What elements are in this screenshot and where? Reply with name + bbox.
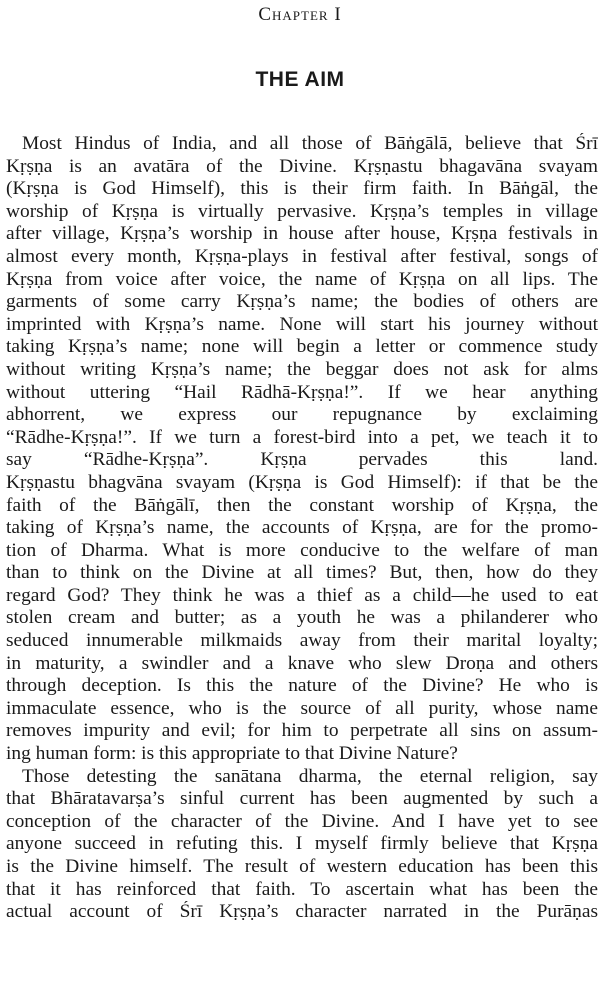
text-line: taking Kṛṣṇa’s name; none will begin a letter or commence study <box>6 336 598 358</box>
text-line: removes impurity and evil; for him to perpetrate all sins on assum- <box>6 720 598 742</box>
text-line: Kṛṣṇa is an avatāra of the Divine. Kṛṣṇastu bhagavāna svayam <box>6 155 598 177</box>
text-line: Kṛṣṇastu bhagvāna svayam (Kṛṣṇa is God Himself): if that be the <box>6 471 598 493</box>
text-line: immaculate essence, who is the source of all purity, whose name <box>6 697 598 719</box>
text-line: actual account of Śrī Kṛṣṇa’s character narrated in the Purāṇas <box>6 901 598 923</box>
text-line: Most Hindus of India, and all those of Bāṅgālā, believe that Śrī <box>22 133 598 154</box>
text-line: say “Rādhe-Kṛṣṇa”. Kṛṣṇa pervades this land. <box>6 449 598 471</box>
text-line: almost every month, Kṛṣṇa-plays in festival after festival, songs of <box>6 245 598 267</box>
text-line: without uttering “Hail Rādhā-Kṛṣṇa!”. If we hear anything <box>6 381 598 403</box>
text-line: garments of some carry Kṛṣṇa’s name; the bodies of others are <box>6 291 598 313</box>
chapter-title: THE AIM <box>255 68 345 91</box>
text-line: seduced innumerable milkmaids away from their marital loyalty; <box>6 630 598 652</box>
text-line: regard God? They think he was a thief as a child—he used to eat <box>6 584 598 606</box>
text-line: taking of Kṛṣṇa’s name, the accounts of Kṛṣṇa, are for the promo- <box>6 517 598 539</box>
text-line: after village, Kṛṣṇa’s worship in house after house, Kṛṣṇa festivals in <box>6 223 598 245</box>
text-line: than to think on the Divine at all times? But, then, how do they <box>6 562 598 584</box>
paragraph-2 <box>6 766 598 924</box>
text-line: tion of Dharma. What is more conducive to the welfare of man <box>6 539 598 561</box>
text-line: “Rādhe-Kṛṣṇa!”. If we turn a forest-bird into a pet, we teach it to <box>6 426 598 448</box>
text-line: abhorrent, we express our repugnance by exclaiming <box>6 404 598 426</box>
text-line: without writing Kṛṣṇa’s name; the beggar does not ask for alms <box>6 358 598 380</box>
text-line: imprinted with Kṛṣṇa’s name. None will start his journey without <box>6 313 598 335</box>
paragraph-1 <box>6 133 598 766</box>
text-line: that Bhāratavarṣa’s sinful current has been augmented by such a <box>6 788 598 810</box>
text-line: that it has reinforced that faith. To ascertain what has been the <box>6 878 598 900</box>
text-line: anyone succeed in refuting this. I myself firmly believe that Kṛṣṇa <box>6 833 598 855</box>
text-line: Kṛṣṇa from voice after voice, the name of Kṛṣṇa on all lips. The <box>6 268 598 290</box>
text-line: faith of the Bāṅgālī, then the constant worship of Kṛṣṇa, the <box>6 494 598 516</box>
text-line: conception of the character of the Divine. And I have yet to see <box>6 810 598 832</box>
chapter-label: Chapter I <box>258 4 342 25</box>
text-line: (Kṛṣṇa is God Himself), this is their firm faith. In Bāṅgāl, the <box>6 178 598 200</box>
text-line: stolen cream and butter; as a youth he was a philanderer who <box>6 607 598 629</box>
text-line: Those detesting the sanātana dharma, the eternal religion, say <box>22 765 598 787</box>
text-line: in maturity, a swindler and a knave who slew Droṇa and others <box>6 652 598 674</box>
text-line: through deception. Is this the nature of the Divine? He who is <box>6 675 598 697</box>
text-line: worship of Kṛṣṇa is virtually pervasive. Kṛṣṇa’s temples in village <box>6 200 598 222</box>
text-line: ing human form: is this appropriate to that Divine Nature? <box>6 743 458 765</box>
text-line: is the Divine himself. The result of western education has been this <box>6 856 598 877</box>
body-text <box>6 133 598 924</box>
